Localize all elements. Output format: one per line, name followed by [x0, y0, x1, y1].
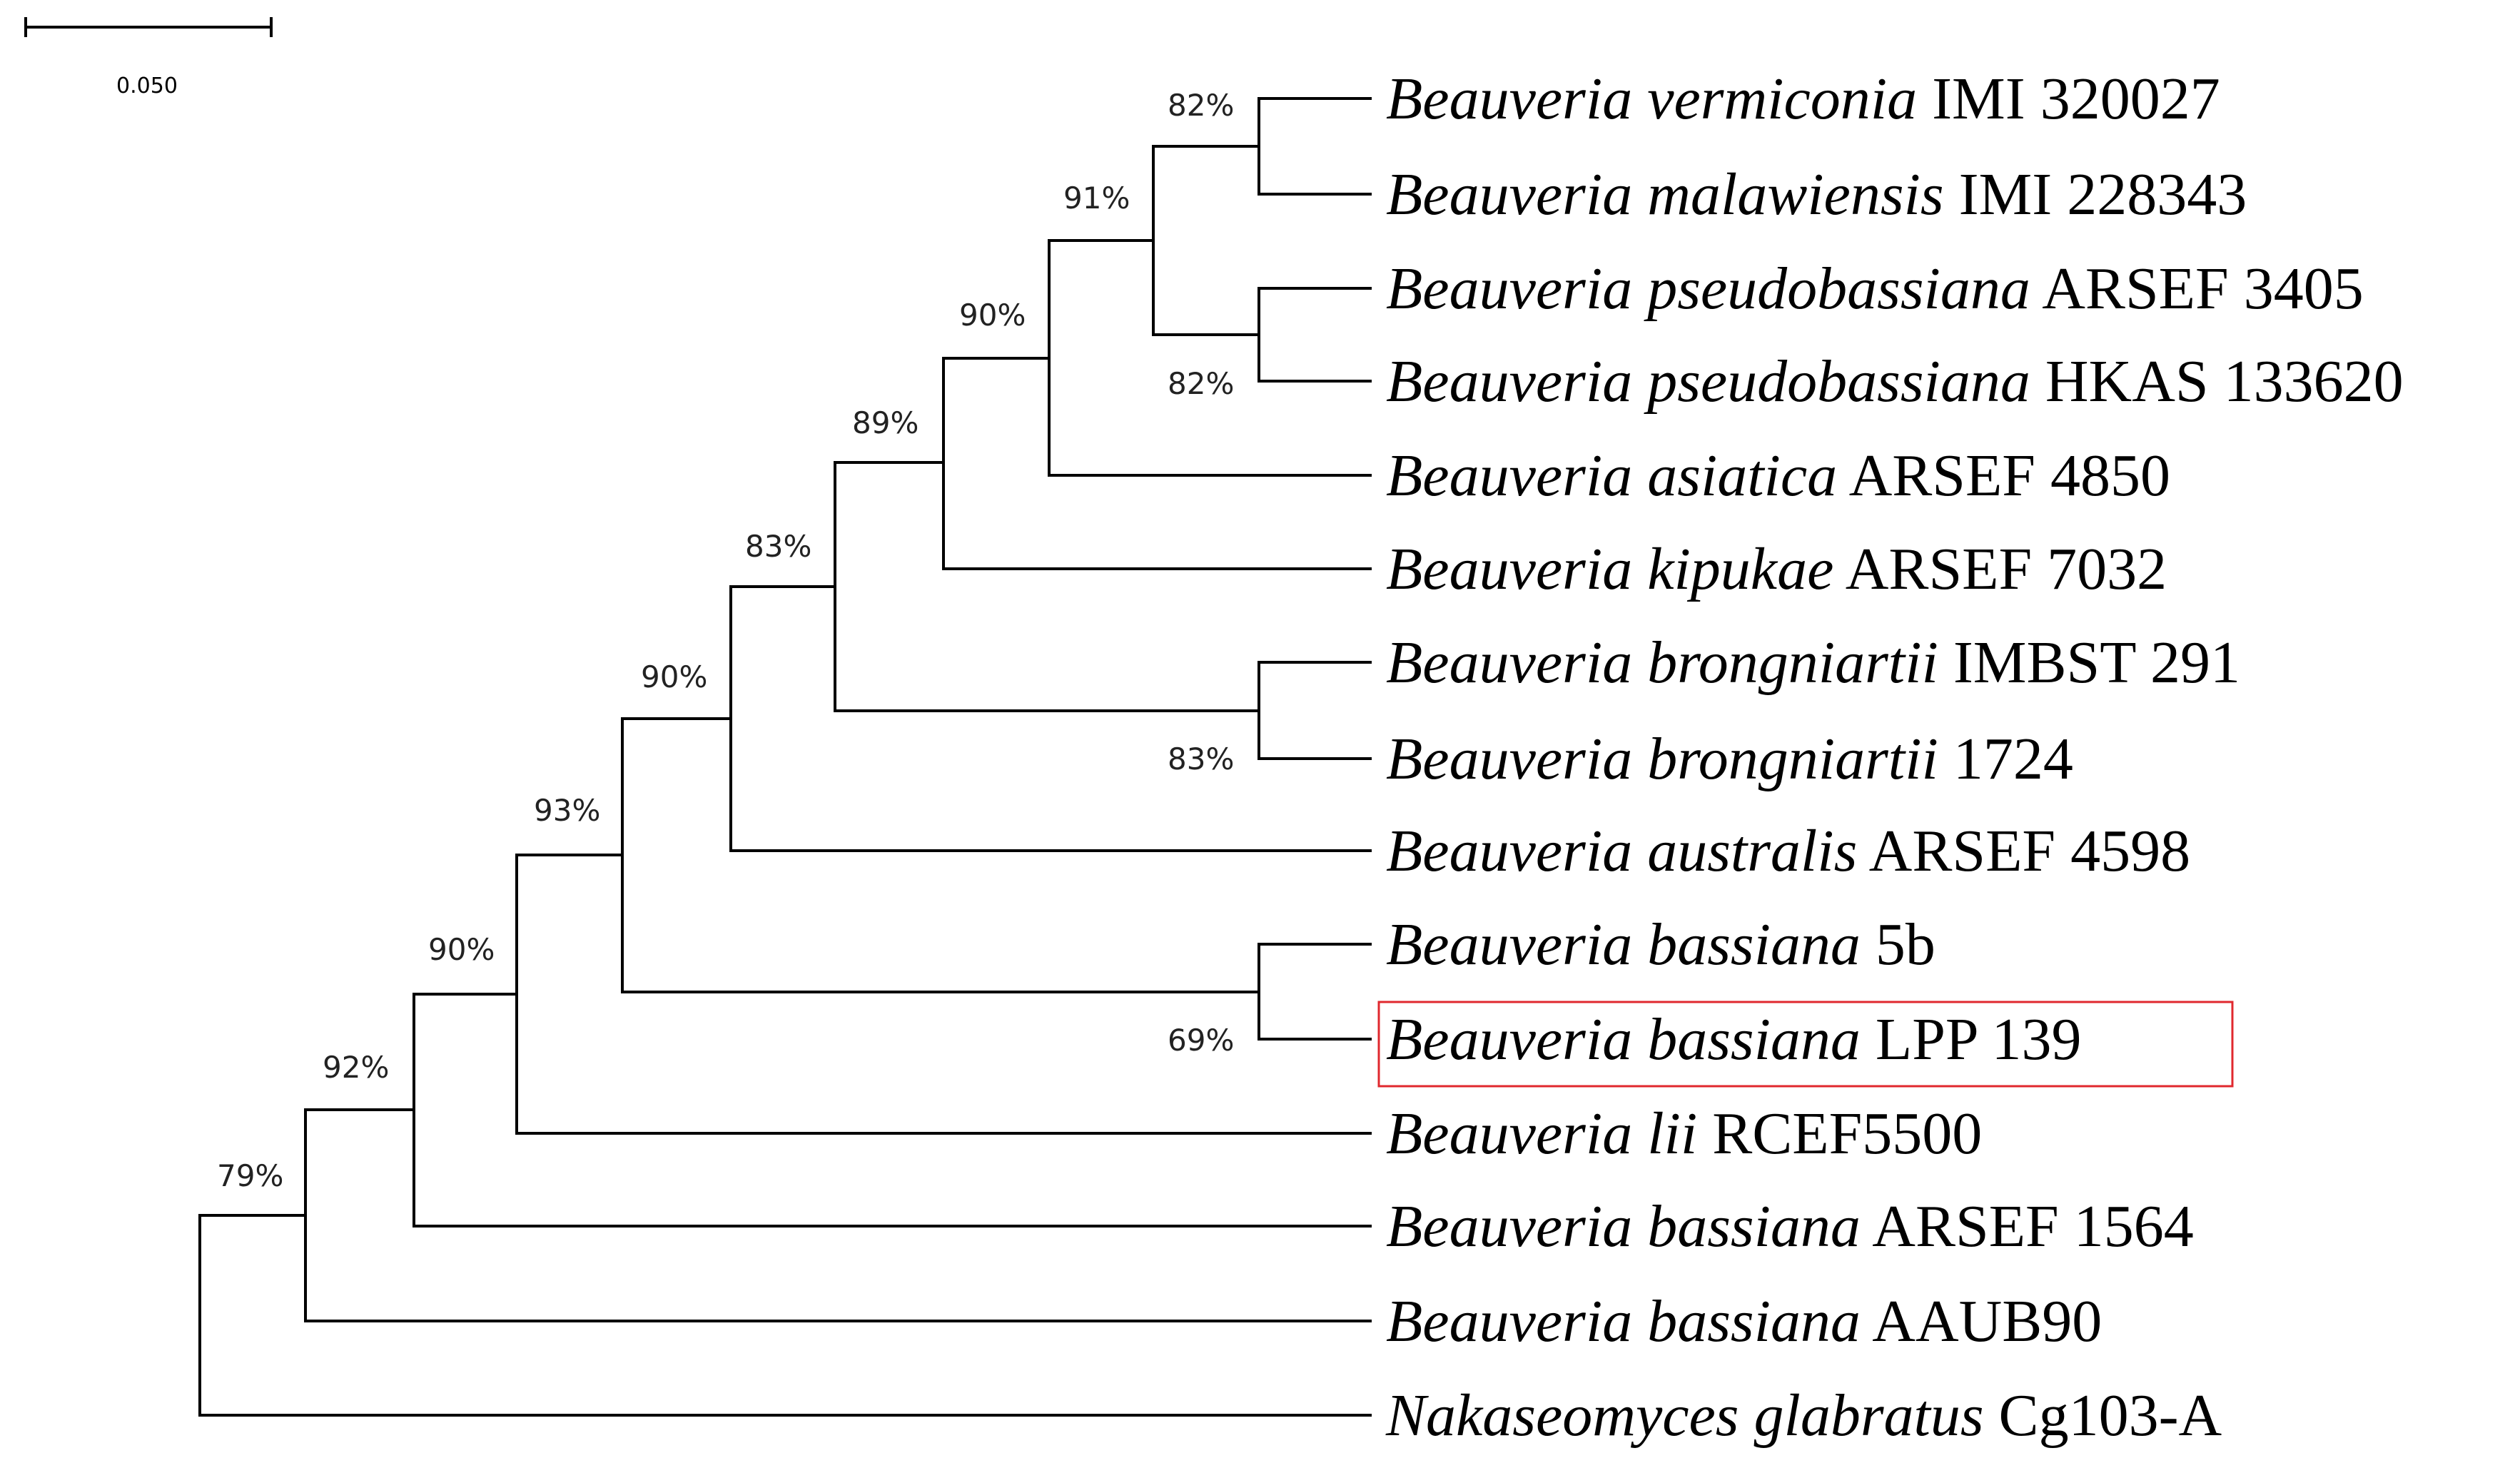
support-label: 93%: [534, 793, 601, 828]
branch-clade-pseudobassiana: [1259, 288, 1370, 381]
support-label: 69%: [1168, 1023, 1235, 1058]
taxon-label: Beauveria pseudobassiana HKAS 133620: [1386, 348, 2404, 415]
scale-bar: [26, 19, 271, 98]
branch-node-83: [835, 462, 1259, 711]
taxon-label: Beauveria bassiana 5b: [1386, 911, 1935, 978]
branch-node-79: [305, 1110, 1370, 1321]
branch-clade-bassiana-5b-LPP139: [1259, 944, 1370, 1039]
taxon-label: Beauveria lii RCEF5500: [1386, 1100, 1983, 1167]
taxon-label: Beauveria australis ARSEF 4598: [1386, 818, 2191, 884]
branch-node-90-lii: [517, 855, 1370, 1133]
support-label: 83%: [745, 529, 812, 564]
taxon-label: Nakaseomyces glabratus Cg103-A: [1386, 1382, 2222, 1449]
scale-bar-label: 0.050: [116, 74, 178, 98]
branch-clade-brongniartii: [1259, 662, 1370, 759]
support-label: 90%: [428, 932, 495, 967]
support-label: 89%: [852, 405, 919, 440]
support-labels: [217, 88, 1234, 1193]
taxon-label: Beauveria bassiana ARSEF 1564: [1386, 1193, 2194, 1260]
taxon-label: Beauveria malawiensis IMI 228343: [1386, 161, 2247, 228]
branch-node-90-australis: [731, 587, 1370, 851]
taxon-label: Beauveria kipukae ARSEF 7032: [1386, 536, 2167, 602]
support-label: 79%: [217, 1158, 284, 1193]
branch-node-89-kipukae: [943, 358, 1370, 569]
support-label: 83%: [1168, 741, 1235, 776]
branch-root: [200, 1215, 1370, 1415]
taxon-label: Beauveria vermiconia IMI 320027: [1386, 66, 2220, 132]
support-label: 90%: [641, 659, 708, 694]
taxon-label: Beauveria pseudobassiana ARSEF 3405: [1386, 255, 2364, 322]
taxon-label: Beauveria bassiana AAUB90: [1386, 1288, 2102, 1355]
branch-node-91: [1153, 146, 1259, 335]
taxon-labels: [1385, 66, 2404, 1449]
taxon-label: Beauveria asiatica ARSEF 4850: [1386, 442, 2170, 509]
branch-node-90-asiatica: [1049, 241, 1370, 475]
taxon-label: Beauveria brongniartii 1724: [1386, 726, 2073, 792]
branch-node-93: [622, 719, 1259, 992]
branch-clade-vermiconia-malawiensis: [1259, 98, 1370, 194]
support-label: 82%: [1168, 366, 1235, 401]
support-label: 90%: [959, 298, 1026, 333]
taxon-label: Beauveria brongniartii IMBST 291: [1386, 629, 2241, 696]
taxon-label-highlighted: Beauveria bassiana LPP 139: [1386, 1006, 2082, 1073]
support-label: 82%: [1168, 88, 1235, 123]
support-label: 92%: [323, 1050, 390, 1085]
support-label: 91%: [1063, 181, 1130, 216]
